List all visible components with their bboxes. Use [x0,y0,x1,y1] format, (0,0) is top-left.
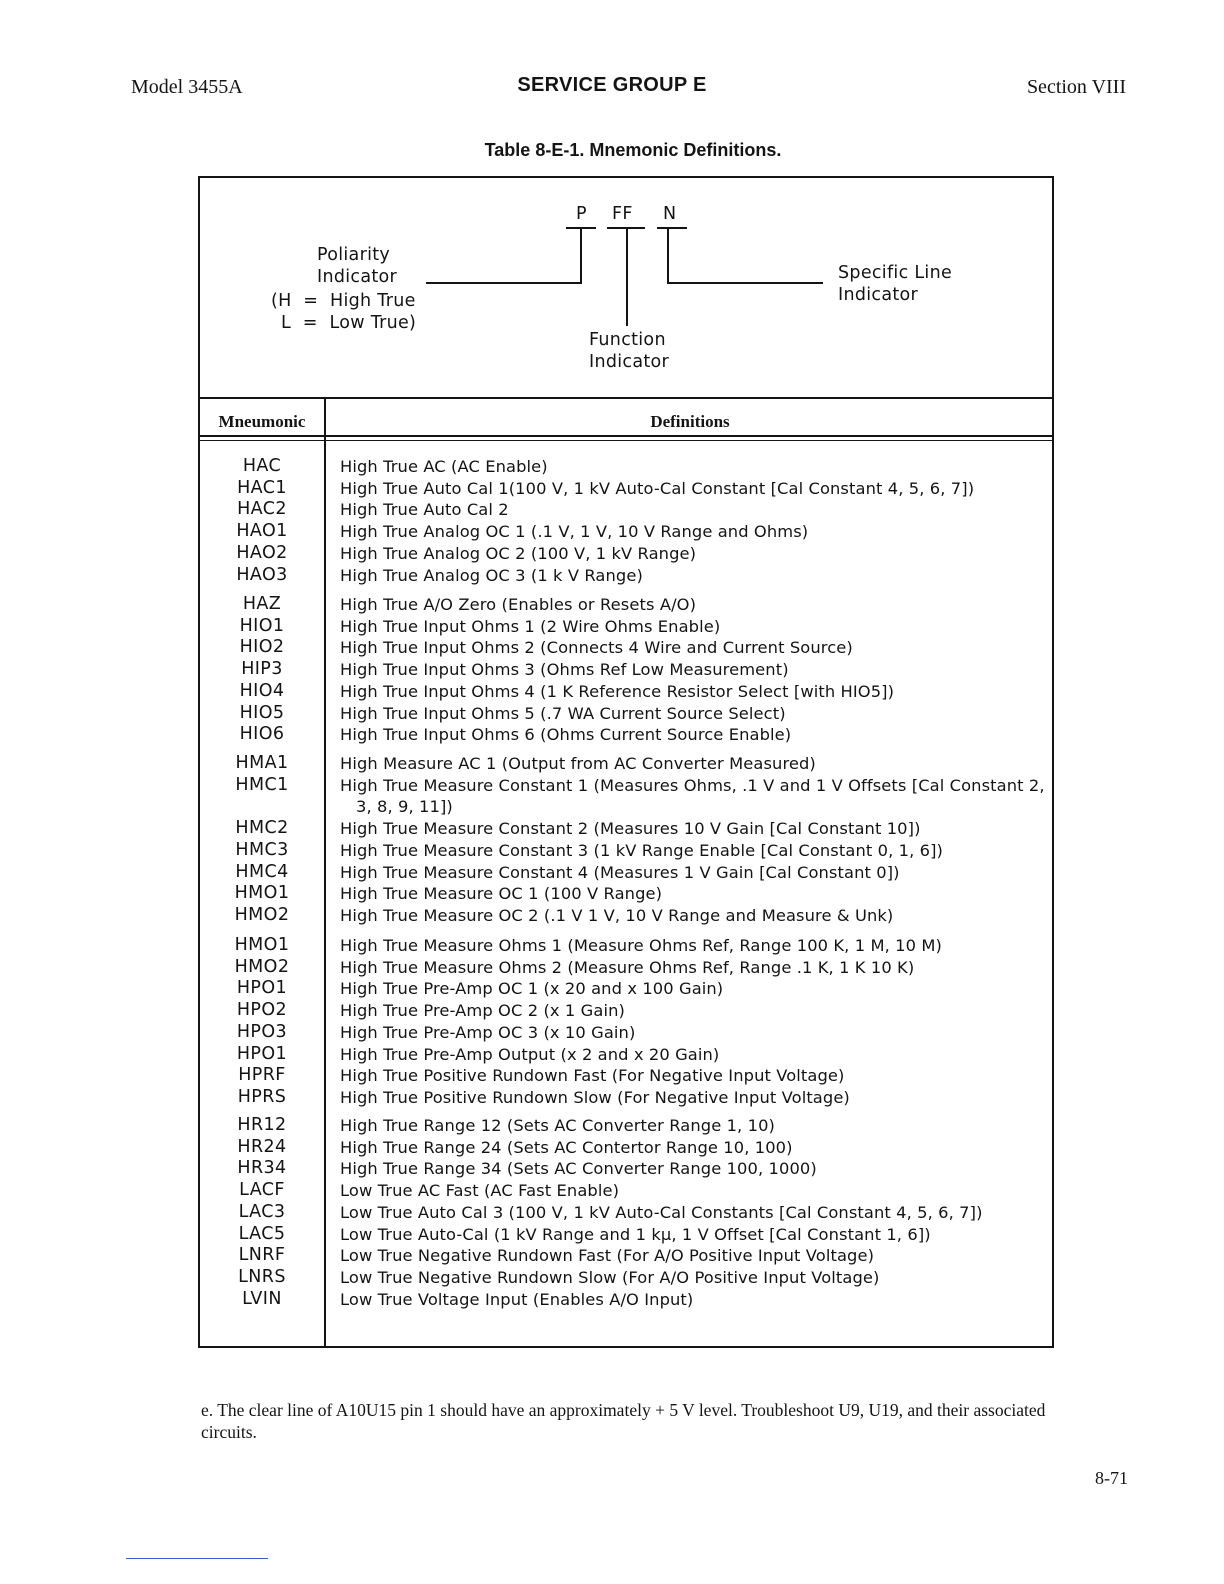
mnemonic-cell: HAC [242,456,282,476]
definition-cell: High True Range 34 (Sets AC Converter Range 100, 1000) [340,1159,817,1179]
function-label-2: Indicator [589,352,670,372]
mnemonic-cell: HPRS [237,1086,287,1107]
definition-cell: High True Pre-Amp OC 1 (x 20 and x 100 Gain) [340,979,724,999]
mnemonic-cell: LVIN [242,1288,282,1309]
definition-cell: High True Positive Rundown Slow (For Negative Input Voltage) [340,1087,850,1107]
mnemonic-cell: HIO4 [239,680,285,701]
mnemonic-cell: HIO6 [239,724,285,745]
definition-cell: Low True Negative Rundown Slow (For A/O Positive Input Voltage) [340,1267,880,1287]
definition-cell: High True Measure Constant 2 (Measures 10 V Gain [Cal Constant 10]) [340,819,921,839]
row-group-2 [200,594,1052,746]
definition-cell: High Measure AC 1 (Output from AC Converter Measured) [340,754,816,773]
table-row [200,703,1052,725]
mnemonic-cell: LAC5 [238,1223,286,1244]
definition-cell: High True Input Ohms 3 (Ohms Ref Low Measurement) [340,660,789,680]
table-row [200,659,1052,681]
mnemonic-cell: HR34 [237,1158,287,1179]
mnemonic-cell: HMA1 [235,753,289,773]
mnemonic-cell: HAC1 [237,477,287,498]
mnemonic-cell: HIO2 [239,637,285,658]
row-group-1 [200,456,1052,586]
definition-cell: High True Input Ohms 6 (Ohms Current Source Enable) [340,725,792,745]
mnemonic-cell: HMO2 [234,904,290,925]
mnemonic-cell: HAZ [242,594,282,614]
definition-cell: High True Pre-Amp OC 2 (x 1 Gain) [340,1001,625,1021]
function-label-1: Function [589,330,666,350]
table-row [200,543,1052,565]
definition-cell: High True AC (AC Enable) [340,457,548,476]
table-row [200,935,1052,957]
table-row [200,724,1052,746]
definition-cell: Low True Auto Cal 3 (100 V, 1 kV Auto-Cal Constants [Cal Constant 4, 5, 6, 7]) [340,1202,983,1222]
specific-lead-vertical [667,228,669,283]
table-row [200,1044,1052,1066]
definition-cell: High True Measure OC 1 (100 V Range) [340,884,663,904]
table-row [200,565,1052,587]
table-row [200,957,1052,979]
header-section: Section VIII [1026,76,1126,98]
polarity-label-1: Poliarity [317,245,391,265]
definition-cell: High True Input Ohms 1 (2 Wire Ohms Enable) [340,616,721,636]
code-n: N [663,204,677,224]
definition-cell: High True A/O Zero (Enables or Resets A/O) [340,595,697,614]
mnemonic-cell: HAO1 [236,521,288,542]
definition-cell: High True Auto Cal 2 [340,500,509,520]
table-row [200,521,1052,543]
mnemonic-cell: HIO5 [239,702,285,723]
mnemonic-cell: HPRF [238,1065,286,1086]
function-lead [626,228,628,326]
diagram-divider [198,397,1054,399]
code-p: P [576,204,587,224]
definition-cell: High True Measure Constant 4 (Measures 1 V Gain [Cal Constant 0]) [340,862,900,882]
table-row [200,1137,1052,1159]
mnemonic-cell: HAO2 [236,542,288,563]
mnemonic-cell: HPO1 [236,1043,288,1064]
mnemonic-cell: HIP3 [241,659,283,680]
table-row [200,753,1052,775]
table-row [200,1202,1052,1224]
bottom-rule [126,1558,268,1559]
table-row [200,818,1052,840]
mnemonic-cell: LACF [239,1180,285,1201]
polarity-high-true: (H = High True [271,291,416,311]
mnemonic-cell: HMC3 [235,839,289,860]
definition-cell: Low True Auto-Cal (1 kV Range and 1 kμ, 1 V Offset [Cal Constant 1, 6]) [340,1224,931,1244]
mnemonic-cell: HPO1 [236,978,288,999]
footnote-paragraph: e. The clear line of A10U15 pin 1 should have an approximately + 5 V level. Troubleshoot U9, U19, and their associated circuits. [201,1400,1046,1442]
definition-cell: High True Analog OC 1 (.1 V, 1 V, 10 V Range and Ohms) [340,522,809,542]
definition-cell: High True Pre-Amp OC 3 (x 10 Gain) [340,1022,636,1042]
mnemonic-cell: HMC1 [235,774,289,795]
code-ff: FF [612,204,633,224]
table-row [200,616,1052,638]
table-row [200,1115,1052,1137]
mnemonic-cell: HAC2 [237,499,287,520]
table-row [200,883,1052,905]
table-row [200,840,1052,862]
table-row [200,499,1052,521]
specific-label-1: Specific Line [838,263,953,283]
definition-cell: High True Input Ohms 2 (Connects 4 Wire and Current Source) [340,638,853,658]
table-row [200,905,1052,927]
definition-cell: High True Range 24 (Sets AC Contertor Range 10, 100) [340,1137,793,1157]
table-row [200,637,1052,659]
definition-cell: High True Measure Constant 3 (1 kV Range Enable [Cal Constant 0, 1, 6]) [340,840,944,860]
column-header-definitions: Definitions [650,412,730,431]
table-row [200,478,1052,500]
table-row [200,1000,1052,1022]
header-model: Model 3455A [131,76,243,98]
mnemonic-cell: HMC4 [235,861,289,882]
table-row [200,1087,1052,1109]
definition-cell: High True Positive Rundown Fast (For Negative Input Voltage) [340,1066,845,1086]
mnemonic-cell: LNRF [238,1245,286,1266]
header-rule-bottom [198,440,1054,441]
mnemonic-cell: HMC2 [235,818,289,839]
mnemonic-cell: HAO3 [236,564,288,585]
table-row [200,978,1052,1000]
bracket-n-bar [657,227,687,229]
definition-cell: High True Measure Ohms 2 (Measure Ohms Ref, Range .1 K, 1 K 10 K) [340,957,915,977]
table-row [200,456,1052,478]
header-rule-top [198,435,1054,437]
table-row [200,681,1052,703]
specific-lead-horizontal [667,282,823,284]
table-row [200,594,1052,616]
definition-cell: High True Measure Constant 1 (Measures Ohms, .1 V and 1 V Offsets [Cal Constant 2, 3, 8, 9, 11]) [340,775,1050,817]
mnemonic-cell: HIO1 [239,615,285,636]
column-header-mnemonic: Mneumonic [218,412,306,431]
table-row [200,775,1052,818]
table-row [200,1022,1052,1044]
mnemonic-cell: LNRS [238,1266,286,1287]
definition-cell: Low True Voltage Input (Enables A/O Input) [340,1289,694,1309]
definition-cell: High True Measure Ohms 1 (Measure Ohms Ref, Range 100 K, 1 M, 10 M) [340,936,942,955]
mnemonic-cell: HPO3 [236,1021,288,1042]
mnemonic-cell: HR12 [237,1115,287,1135]
row-group-4 [200,935,1052,1109]
definition-cell: High True Measure OC 2 (.1 V 1 V, 10 V Range and Measure & Unk) [340,905,894,925]
table-row [200,1267,1052,1289]
definition-cell: High True Analog OC 3 (1 k V Range) [340,565,643,585]
mnemonic-cell: HMO1 [234,883,290,904]
definition-cell: High True Input Ohms 4 (1 K Reference Resistor Select [with HIO5]) [340,681,895,701]
mnemonic-cell: HPO2 [236,1000,288,1021]
definition-cell: High True Analog OC 2 (100 V, 1 kV Range) [340,543,697,563]
definition-cell: High True Range 12 (Sets AC Converter Range 1, 10) [340,1116,775,1135]
table-row [200,862,1052,884]
specific-label-2: Indicator [838,285,919,305]
row-group-5 [200,1115,1052,1310]
table-row [200,1158,1052,1180]
mnemonic-cell: LAC3 [238,1201,286,1222]
definition-cell: High True Auto Cal 1(100 V, 1 kV Auto-Cal Constant [Cal Constant 4, 5, 6, 7]) [340,478,975,498]
table-row [200,1224,1052,1246]
mnemonic-cell: HMO2 [234,956,290,977]
page-number: 8-71 [1095,1468,1128,1488]
row-group-3 [200,753,1052,927]
table-row [200,1245,1052,1267]
mnemonic-cell: HMO1 [234,935,290,955]
definition-cell: High True Pre-Amp Output (x 2 and x 20 Gain) [340,1044,720,1064]
polarity-low-true: L = Low True) [281,313,417,333]
definition-cell: Low True Negative Rundown Fast (For A/O Positive Input Voltage) [340,1246,875,1266]
header-service-group: SERVICE GROUP E [517,74,707,96]
table-row [200,1065,1052,1087]
definition-cell: High True Input Ohms 5 (.7 WA Current Source Select) [340,703,786,723]
polarity-lead-horizontal [426,282,582,284]
table-row [200,1180,1052,1202]
table-row [200,1289,1052,1311]
polarity-lead-vertical [580,228,582,283]
table-title: Table 8-E-1. Mnemonic Definitions. [484,140,782,160]
mnemonic-cell: HR24 [237,1136,287,1157]
polarity-label-2: Indicator [317,267,398,287]
definition-cell: Low True AC Fast (AC Fast Enable) [340,1181,620,1201]
